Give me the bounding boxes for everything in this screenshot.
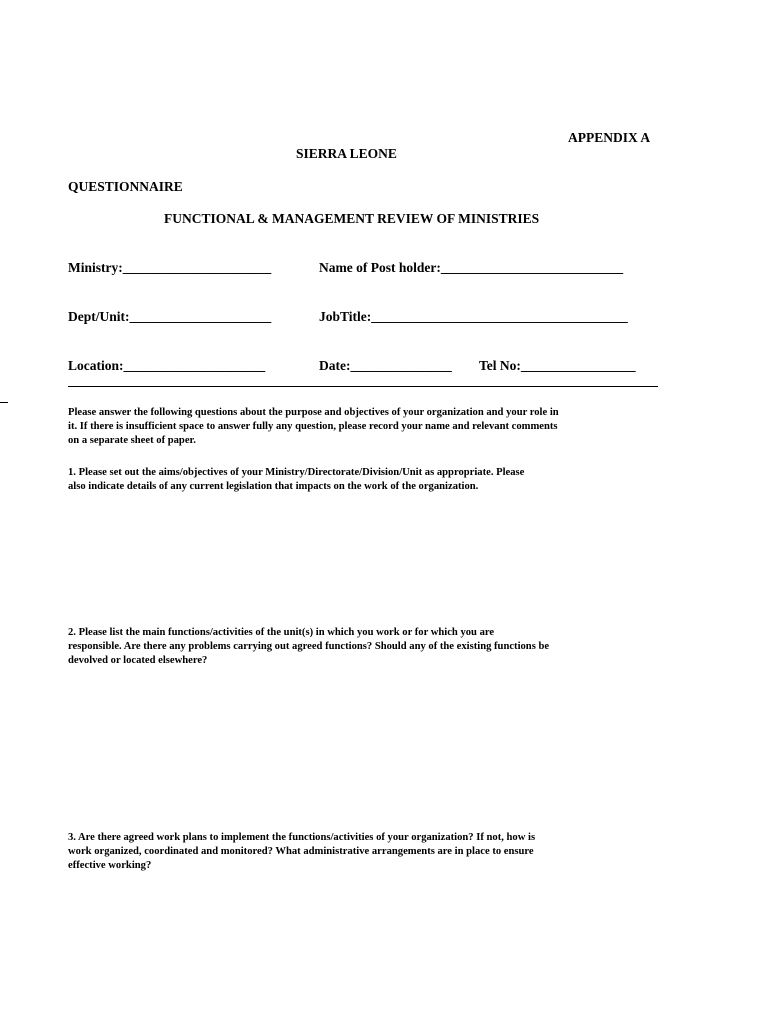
dept-unit-field[interactable]: Dept/Unit:_____________________ [68,309,272,324]
question-line: devolved or located elsewhere? [68,655,208,666]
question-line: 1. Please set out the aims/objectives of your Ministry/Directorate/Division/Unit as appropriate. Please [68,467,525,478]
section-divider [68,386,658,387]
question-line: work organized, coordinated and monitored? What administrative arrangements are in place to ensure [68,846,534,857]
instructions-line: on a separate sheet of paper. [68,435,196,446]
date-field[interactable]: Date:_______________ [319,358,452,373]
margin-mark [0,402,8,403]
instructions-line: Please answer the following questions about the purpose and objectives of your organization and your role in [68,407,559,418]
post-holder-field[interactable]: Name of Post holder:___________________________ [319,260,624,275]
location-field[interactable]: Location:_____________________ [68,358,266,373]
question-line: responsible. Are there any problems carrying out agreed functions? Should any of the existing functions be [68,641,550,652]
question-3 [68,831,660,873]
question-line: 3. Are there agreed work plans to implement the functions/activities of your organization? If not, how is [68,832,536,843]
review-title: FUNCTIONAL & MANAGEMENT REVIEW OF MINISTRIES [164,211,540,226]
job-title-field[interactable]: JobTitle:______________________________________ [319,309,628,324]
question-1 [68,466,660,494]
tel-no-field[interactable]: Tel No:_________________ [479,358,636,373]
instructions-paragraph [68,406,660,448]
question-line: also indicate details of any current legislation that impacts on the work of the organization. [68,481,479,492]
question-2 [68,626,660,668]
instructions-line: it. If there is insufficient space to answer fully any question, please record your name and relevant comments [68,421,558,432]
questionnaire-heading: QUESTIONNAIRE [68,179,183,194]
question-line: effective working? [68,860,152,871]
ministry-field[interactable]: Ministry:______________________ [68,260,272,275]
appendix-label: APPENDIX A [568,130,651,145]
question-line: 2. Please list the main functions/activities of the unit(s) in which you work or for which you are [68,627,495,638]
country-heading: SIERRA LEONE [296,146,397,161]
